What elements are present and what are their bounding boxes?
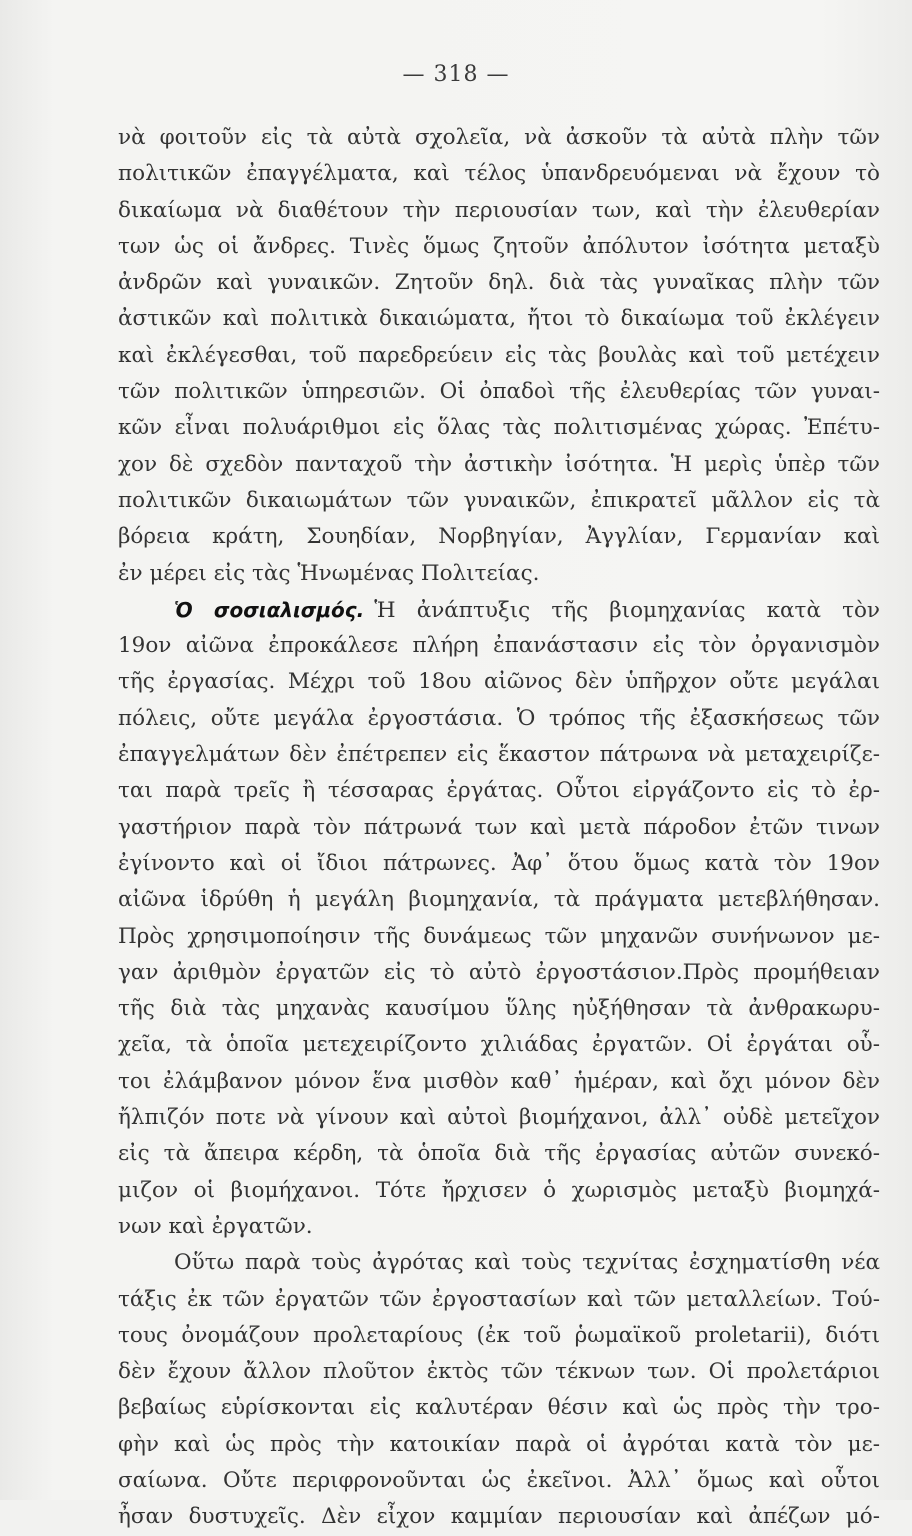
text-line: ἐπαγγελμάτων δὲν ἐπέτρεπεν εἰς ἕκαστον πάτρωνα νὰ μεταχειρίζε-	[118, 742, 880, 768]
text-line: πολιτικῶν δικαιωμάτων τῶν γυναικῶν, ἐπικρατεῖ μᾶλλον εἰς τὰ	[118, 487, 880, 513]
text-line: ἦσαν δυστυχεῖς. Δὲν εἶχον καμμίαν περιουσίαν καὶ ἀπέζων μό-	[118, 1504, 880, 1530]
heading-line-text: Ἡ ἀνάπτυξις τῆς βιομηχανίας κατὰ τὸν	[374, 597, 880, 623]
text-line: τῶν πολιτικῶν ὑπηρεσιῶν. Οἱ ὀπαδοὶ τῆς ἐλευθερίας τῶν γυναι-	[118, 379, 880, 405]
text-line: βεβαίως εὑρίσκονται εἰς καλυτέραν θέσιν καὶ ὡς πρὸς τὴν τρο-	[118, 1395, 880, 1421]
text-line: εἰς τὰ ἄπειρα κέρδη, τὰ ὁποῖα διὰ τῆς ἐργασίας αὐτῶν συνεκό-	[118, 1141, 880, 1167]
text-line: ἀνδρῶν καὶ γυναικῶν. Ζητοῦν δηλ. διὰ τὰς γυναῖκας πλὴν τῶν	[118, 270, 880, 296]
text-line: χον δὲ σχεδὸν πανταχοῦ τὴν ἀστικὴν ἰσότητα. Ἡ μερὶς ὑπὲρ τῶν	[118, 451, 880, 477]
text-line: Οὕτω παρὰ τοὺς ἀγρότας καὶ τοὺς τεχνίτας ἐσχηματίσθη νέα	[174, 1250, 880, 1276]
text-line: πολιτικῶν ἐπαγγέλματα, καὶ τέλος ὑπανδρευόμεναι νὰ ἔχουν τὸ	[118, 161, 880, 187]
text-line: πόλεις, οὔτε μεγάλα ἐργοστάσια. Ὁ τρόπος τῆς ἐξασκήσεως τῶν	[118, 705, 880, 731]
text-line: τῆς ἐργασίας. Μέχρι τοῦ 18ου αἰῶνος δὲν ὑπῆρχον οὔτε μεγάλαι	[118, 669, 880, 695]
text-line: χεῖα, τὰ ὁποῖα μετεχειρίζοντο χιλιάδας ἐργατῶν. Οἱ ἐργάται οὗ-	[118, 1032, 880, 1058]
text-line: μιζον οἱ βιομήχανοι. Τότε ἤρχισεν ὁ χωρισμὸς μεταξὺ βιομηχά-	[118, 1177, 880, 1203]
text-line: δικαίωμα νὰ διαθέτουν τὴν περιουσίαν των, καὶ τὴν ἐλευθερίαν	[118, 197, 880, 223]
text-line: καὶ ἐκλέγεσθαι, τοῦ παρεδρεύειν εἰς τὰς βουλὰς καὶ τοῦ μετέχειν	[118, 342, 880, 368]
paragraph-women-rights	[118, 120, 880, 592]
text-line: ται παρὰ τρεῖς ἢ τέσσαρας ἐργάτας. Οὗτοι εἰργάζοντο εἰς τὸ ἐρ-	[118, 778, 880, 804]
text-line: γαστήριον παρὰ τὸν πάτρωνά των καὶ μετὰ πάροδον ἐτῶν τινων	[118, 814, 880, 840]
text-line: νων καὶ ἐργατῶν.	[118, 1213, 313, 1239]
text-line: των ὡς οἱ ἄνδρες. Τινὲς ὅμως ζητοῦν ἀπόλυτον ἰσότητα μεταξὺ	[118, 233, 880, 259]
paragraph-proletariat	[118, 1245, 880, 1535]
text-line	[118, 592, 880, 628]
text-line: τους ὀνομάζουν προλεταρίους (ἐκ τοῦ ῥωμαϊκοῦ proletarii), διότι	[118, 1322, 880, 1348]
paragraph-socialism	[118, 592, 880, 1245]
text-line: δὲν ἔχουν ἄλλον πλοῦτον ἐκτὸς τῶν τέκνων των. Οἱ προλετάριοι	[118, 1359, 880, 1385]
text-line: γαν ἀριθμὸν ἐργατῶν εἰς τὸ αὐτὸ ἐργοστάσιον.Πρὸς προμήθειαν	[118, 959, 880, 985]
text-line: ἤλπιζόν ποτε νὰ γίνουν καὶ αὐτοὶ βιομήχανοι, ἀλλ᾿ οὐδὲ μετεῖχον	[118, 1105, 880, 1131]
text-line: κῶν εἶναι πολυάριθμοι εἰς ὅλας τὰς πολιτισμένας χώρας. Ἐπέτυ-	[118, 415, 880, 441]
text-line: βόρεια κράτη, Σουηδίαν, Νορβηγίαν, Ἀγγλίαν, Γερμανίαν καὶ	[118, 524, 880, 550]
text-line: σαίωνα. Οὔτε περιφρονοῦνται ὡς ἐκεῖνοι. Ἀλλ᾿ ὅμως καὶ οὗτοι	[118, 1467, 880, 1493]
text-line: ἐν μέρει εἰς τὰς Ἡνωμένας Πολιτείας.	[118, 560, 540, 586]
text-line: τῆς διὰ τὰς μηχανὰς καυσίμου ὕλης ηὐξήθησαν τὰ ἀνθρακωρυ-	[118, 996, 880, 1022]
text-line: τάξις ἐκ τῶν ἐργατῶν τῶν ἐργοστασίων καὶ τῶν μεταλλείων. Τού-	[118, 1286, 880, 1312]
text-line: ἀστικῶν καὶ πολιτικὰ δικαιώματα, ἤτοι τὸ δικαίωμα τοῦ ἐκλέγειν	[118, 306, 880, 332]
text-line: Πρὸς χρησιμοποίησιν τῆς δυνάμεως τῶν μηχανῶν συνήνωνον με-	[118, 923, 880, 949]
body-text	[118, 120, 880, 1536]
text-line: φὴν καὶ ὡς πρὸς τὴν κατοικίαν παρὰ οἱ ἀγρόται κατὰ τὸν με-	[118, 1431, 880, 1457]
page-number: — 318 —	[402, 62, 510, 87]
text-line: νὰ φοιτοῦν εἰς τὰ αὐτὰ σχολεῖα, νὰ ἀσκοῦν τὰ αὐτὰ πλὴν τῶν	[118, 125, 880, 150]
text-line: 19ον αἰῶνα ἐπροκάλεσε πλήρη ἐπανάστασιν εἰς τὸν ὀργανισμὸν	[118, 633, 880, 659]
text-line: ἐγίνοντο καὶ οἱ ἴδιοι πάτρωνες. Ἀφ᾿ ὅτου ὅμως κατὰ τὸν 19ον	[118, 850, 880, 876]
text-line: τοι ἐλάμβανον μόνον ἕνα μισθὸν καθ᾿ ἡμέραν, καὶ ὄχι μόνον δὲν	[118, 1068, 880, 1094]
text-line: αἰῶνα ἱδρύθη ἡ μεγάλη βιομηχανία, τὰ πράγματα μετεβλήθησαν.	[118, 887, 880, 913]
section-heading: Ὁ σοσιαλισμός.	[174, 597, 365, 622]
